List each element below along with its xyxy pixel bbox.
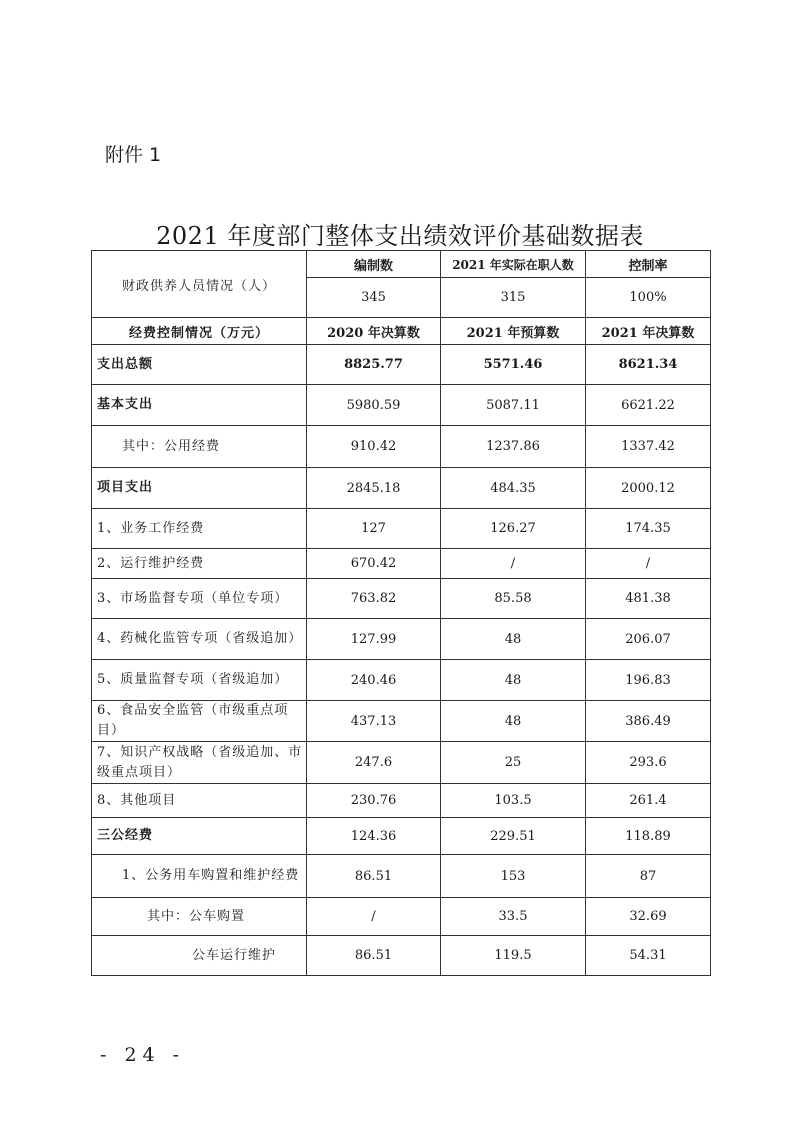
table-row [92, 426, 711, 468]
row-label: 1、公务用车购置和维护经费 [92, 855, 307, 898]
cell-2021-budget: 126.27 [441, 509, 586, 549]
cell-2021-budget: 5571.46 [441, 345, 586, 385]
cell-2021-final: 6621.22 [586, 385, 711, 426]
cell-2020-final: 124.36 [307, 818, 441, 855]
row-label: 基本支出 [92, 385, 307, 426]
cell-2021-budget: 33.5 [441, 898, 586, 936]
expense-label: 经费控制情况（万元） [92, 318, 307, 345]
staffing-label: 财政供养人员情况（人） [92, 251, 307, 318]
data-table [91, 250, 711, 976]
cell-2020-final: / [307, 898, 441, 936]
row-label: 1、业务工作经费 [92, 509, 307, 549]
table-row [92, 549, 711, 579]
row-label: 支出总额 [92, 345, 307, 385]
expense-header-2020-final: 2020 年决算数 [307, 318, 441, 345]
cell-2021-final: 87 [586, 855, 711, 898]
table-row [92, 509, 711, 549]
cell-2021-final: 32.69 [586, 898, 711, 936]
cell-2020-final: 8825.77 [307, 345, 441, 385]
row-label: 2、运行维护经费 [92, 549, 307, 579]
row-label: 三公经费 [92, 818, 307, 855]
expense-header-row [92, 318, 711, 345]
table-row [92, 660, 711, 701]
table-row [92, 936, 711, 976]
table-row [92, 784, 711, 818]
staffing-header-rate: 控制率 [586, 251, 711, 278]
cell-2021-budget: 48 [441, 619, 586, 660]
cell-2020-final: 437.13 [307, 701, 441, 742]
cell-2020-final: 910.42 [307, 426, 441, 468]
cell-2020-final: 763.82 [307, 579, 441, 619]
page-number: - 24 - [100, 1044, 186, 1066]
cell-2021-budget: / [441, 549, 586, 579]
cell-2020-final: 127 [307, 509, 441, 549]
expense-header-2021-final: 2021 年决算数 [586, 318, 711, 345]
cell-2021-budget: 48 [441, 701, 586, 742]
cell-2021-final: 174.35 [586, 509, 711, 549]
table-row [92, 345, 711, 385]
cell-2021-final: 2000.12 [586, 468, 711, 509]
cell-2021-final: 206.07 [586, 619, 711, 660]
cell-2021-budget: 48 [441, 660, 586, 701]
staffing-header-row [92, 251, 711, 278]
row-label: 其中：公用经费 [92, 426, 307, 468]
cell-2020-final: 5980.59 [307, 385, 441, 426]
table-row [92, 855, 711, 898]
staffing-value-quota: 345 [307, 278, 441, 318]
cell-2021-budget: 5087.11 [441, 385, 586, 426]
cell-2021-budget: 25 [441, 742, 586, 784]
cell-2021-budget: 153 [441, 855, 586, 898]
table-row [92, 898, 711, 936]
table-row [92, 579, 711, 619]
row-label: 7、知识产权战略（省级追加、市级重点项目） [92, 742, 307, 784]
cell-2020-final: 670.42 [307, 549, 441, 579]
table-row [92, 619, 711, 660]
cell-2021-final: 293.6 [586, 742, 711, 784]
staffing-value-actual: 315 [441, 278, 586, 318]
cell-2021-budget: 119.5 [441, 936, 586, 976]
cell-2021-budget: 1237.86 [441, 426, 586, 468]
table-row [92, 385, 711, 426]
row-label: 3、市场监督专项（单位专项） [92, 579, 307, 619]
cell-2021-final: 481.38 [586, 579, 711, 619]
row-label: 公车运行维护 [92, 936, 307, 976]
cell-2021-budget: 229.51 [441, 818, 586, 855]
cell-2021-final: 261.4 [586, 784, 711, 818]
staffing-value-rate: 100% [586, 278, 711, 318]
row-label: 其中：公车购置 [92, 898, 307, 936]
cell-2020-final: 86.51 [307, 936, 441, 976]
row-label: 项目支出 [92, 468, 307, 509]
table-row [92, 701, 711, 742]
cell-2020-final: 127.99 [307, 619, 441, 660]
cell-2020-final: 86.51 [307, 855, 441, 898]
expense-header-2021-budget: 2021 年预算数 [441, 318, 586, 345]
row-label: 5、质量监督专项（省级追加） [92, 660, 307, 701]
table-row [92, 742, 711, 784]
cell-2020-final: 240.46 [307, 660, 441, 701]
page-title: 2021 年度部门整体支出绩效评价基础数据表 [156, 222, 644, 250]
table-row [92, 468, 711, 509]
cell-2021-budget: 484.35 [441, 468, 586, 509]
cell-2021-final: / [586, 549, 711, 579]
row-label: 4、药械化监管专项（省级追加） [92, 619, 307, 660]
cell-2021-final: 118.89 [586, 818, 711, 855]
cell-2021-budget: 85.58 [441, 579, 586, 619]
cell-2021-final: 1337.42 [586, 426, 711, 468]
cell-2020-final: 2845.18 [307, 468, 441, 509]
cell-2021-final: 386.49 [586, 701, 711, 742]
cell-2021-budget: 103.5 [441, 784, 586, 818]
cell-2021-final: 8621.34 [586, 345, 711, 385]
table-row [92, 818, 711, 855]
cell-2020-final: 247.6 [307, 742, 441, 784]
attachment-label: 附件 1 [105, 144, 162, 166]
staffing-header-quota: 编制数 [307, 251, 441, 278]
staffing-header-actual: 2021 年实际在职人数 [441, 251, 586, 278]
row-label: 6、食品安全监管（市级重点项目） [92, 701, 307, 742]
row-label: 8、其他项目 [92, 784, 307, 818]
cell-2021-final: 54.31 [586, 936, 711, 976]
cell-2020-final: 230.76 [307, 784, 441, 818]
cell-2021-final: 196.83 [586, 660, 711, 701]
